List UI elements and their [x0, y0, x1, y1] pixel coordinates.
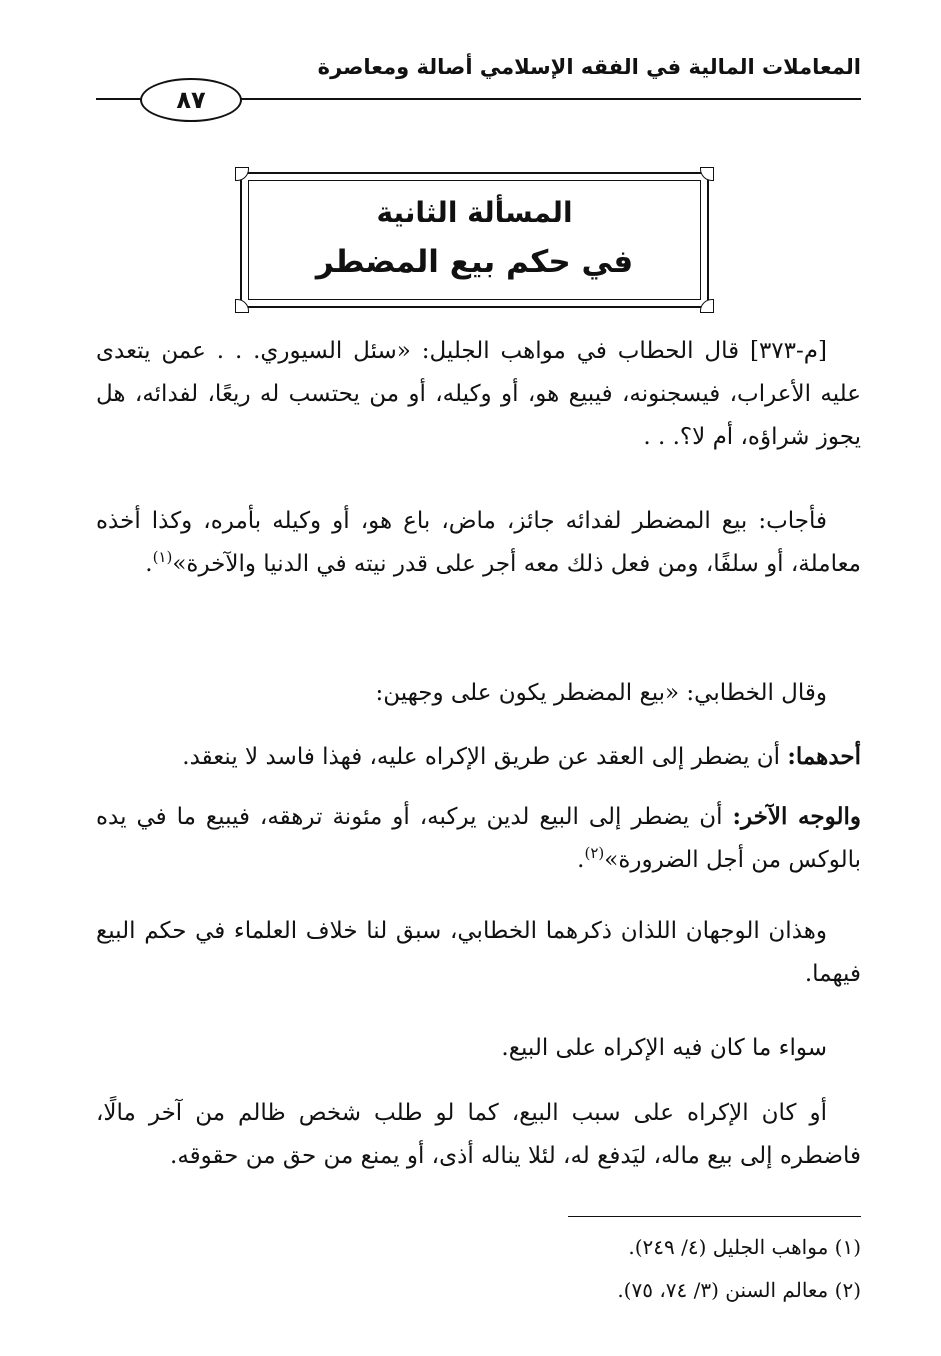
paragraph-coercion-cause: أو كان الإكراه على سبب البيع، كما لو طلب شخص ظالم من آخر مالًا، فاضطره إلى بيع ماله، ليَدفع له، لئلا يناله أذى، أو يمنع من حق من حقوقه.	[96, 1100, 861, 1169]
footnote-1: (١) مواهب الجليل (٤/ ٢٤٩).	[628, 1235, 861, 1259]
paragraph-coercion-sale: سواء ما كان فيه الإكراه على البيع.	[501, 1035, 827, 1061]
paragraph-answer-text: فأجاب: بيع المضطر لفدائه جائز، ماض، باع هو، أو وكيله بأمره، وكذا أخذه معاملة، أو سلفًا، ومن فعل ذلك معه أجر على قدر نيته في الدنيا والآخرة»	[96, 508, 861, 577]
footnote-2: (٢) معالم السنن (٣/ ٧٤، ٧٥).	[617, 1278, 861, 1302]
second-case-text: أن يضطر إلى البيع لدين يركبه، أو مئونة ترهقه، فيبيع ما في يده بالوكس من أجل الضرورة»	[96, 804, 861, 873]
paragraph-end: .	[145, 551, 153, 577]
paragraph-discussion: وهذان الوجهان اللذان ذكرهما الخطابي، سبق لنا خلاف العلماء في حكم البيع فيهما.	[96, 918, 861, 987]
paragraph-khattabi: وقال الخطابي: «بيع المضطر يكون على وجهين:	[375, 680, 827, 706]
footnote-ref-2: (٢)	[584, 844, 605, 862]
second-case-lead: والوجه الآخر:	[732, 803, 861, 830]
frame-corner-ornament	[700, 167, 714, 181]
frame-corner-ornament	[235, 299, 249, 313]
footnote-ref-1: (١)	[152, 548, 173, 566]
paragraph-answer	[96, 500, 861, 586]
running-header: المعاملات المالية في الفقه الإسلامي أصالة ومعاصرة	[317, 55, 861, 79]
first-case-lead: أحدهما:	[787, 743, 861, 770]
frame-corner-ornament	[235, 167, 249, 181]
paragraph-end: .	[577, 847, 585, 873]
footnote-rule	[568, 1216, 861, 1217]
page-number: ٨٧	[140, 78, 242, 122]
frame-corner-ornament	[700, 299, 714, 313]
paragraph-question: [م-٣٧٣] قال الحطاب في مواهب الجليل: «سئل السيوري. . . عمن يتعدى عليه الأعراب، فيسجنونه، فيبيع هو، أو وكيله، أو من يحتسب له ريعًا، لفدائه، هل يجوز شراؤه، أم لا؟. . .	[96, 338, 861, 450]
first-case-text: أن يضطر إلى العقد عن طريق الإكراه عليه، فهذا فاسد لا ينعقد.	[182, 744, 788, 770]
paragraph-second-case	[96, 795, 861, 882]
section-subtitle: في حكم بيع المضطر	[315, 244, 634, 280]
section-title-frame	[240, 172, 709, 308]
section-title: المسألة الثانية	[376, 196, 573, 229]
paragraph-first-case	[96, 735, 861, 779]
